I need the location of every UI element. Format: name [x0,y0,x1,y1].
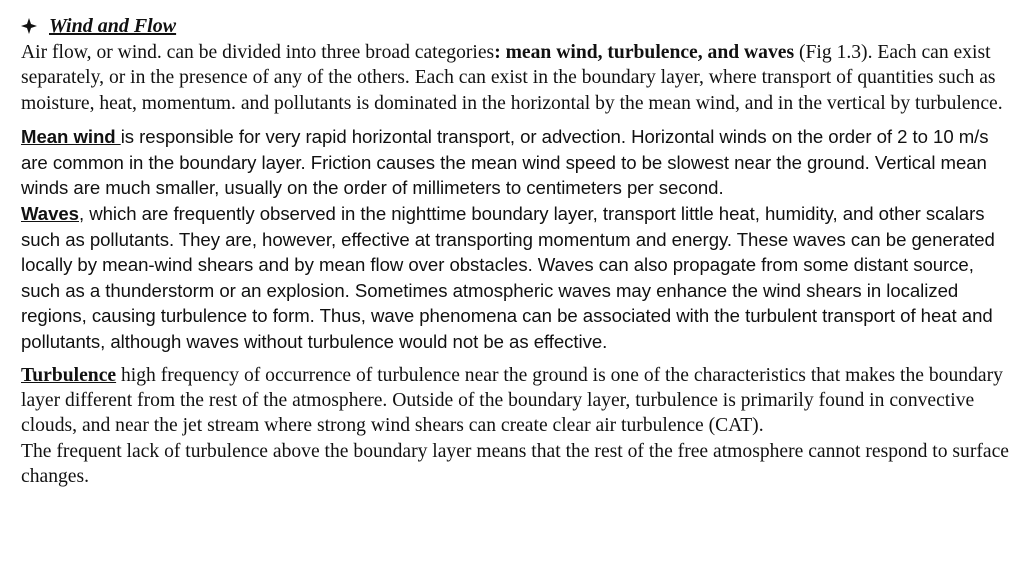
intro-text-b: (Fig 1.3). Each can exist separately, or in the presence of any of the others. Each can exist in the boundary layer, where transport of quantities such as moisture, heat, momentum. and pollutants is dominated in the horizontal by the mean wind, and in the vertical by turbulence. [21,42,1003,114]
intro-categories-bold: : mean wind, turbulence, and waves [494,42,795,63]
turbulence-closing-text: The frequent lack of turbulence above the boundary layer means that the rest of the free atmosphere cannot respond to surface changes. [21,440,1009,488]
turbulence-text: high frequency of occurrence of turbulence near the ground is one of the characteristics that makes the boundary layer different from the rest of the atmosphere. Outside of the boundary layer, turbulence is primarily found in convective clouds, and near the jet stream where strong wind shears can create clear air turbulence (CAT). [21,364,1003,437]
waves-term: Waves [21,203,79,224]
mean-wind-term: Mean wind [21,126,121,148]
heading-text: Wind and Flow [49,15,177,37]
slide-content [21,12,1011,490]
mean-wind-text: is responsible for very rapid horizontal transport, or advection. Horizontal winds on the order of 2 to 10 m/s are common in the boundary layer. Friction causes the mean wind speed to be slowest near the ground. Vertical mean winds are much smaller, usually on the order of millimeters to centimeters per second. [21,126,989,199]
turbulence-term: Turbulence [21,364,117,386]
intro-paragraph [21,40,1011,116]
diamond-bullet-icon [21,15,37,31]
section-heading [21,12,1011,40]
waves-text: , which are frequently observed in the nighttime boundary layer, transport little heat, humidity, and other scalars such as pollutants. They are, however, effective at transporting momentum and energy. These waves can be generated locally by mean-wind shears and by mean flow over obstacles. Waves can also propagate from some distant source, such as a thunderstorm or an explosion. Sometimes atmospheric waves may enhance the wind shears in localized regions, causing turbulence to form. Thus, wave phenomena can be associated with the turbulent transport of heat and pollutants, although waves without turbulence would not be as effective. [21,203,995,352]
turbulence-paragraph [21,363,1011,490]
intro-text-a: Air flow, or wind. can be divided into three broad categories [21,42,495,63]
mean-wind-paragraph [21,124,1011,354]
